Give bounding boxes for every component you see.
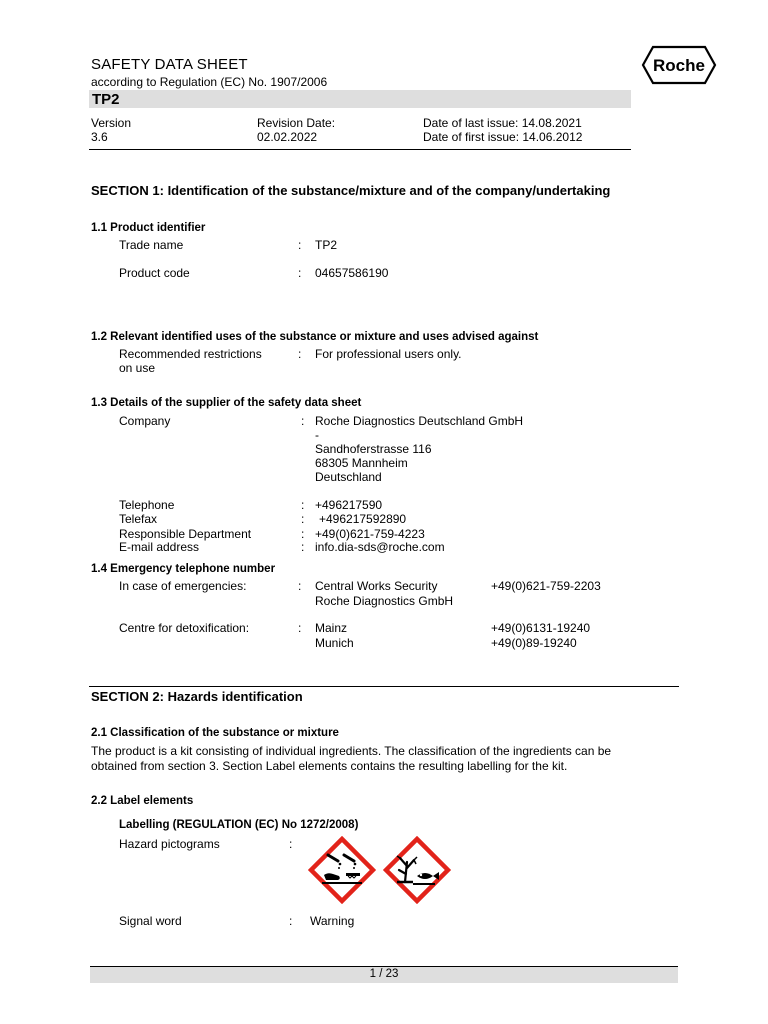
last-issue-date: Date of last issue: 14.08.2021 [423,116,582,130]
emergency-line-1: Central Works Security [315,579,438,593]
colon: : [298,579,302,593]
roche-logo-icon [641,44,717,86]
classification-paragraph-line2: obtained from section 3. Section Label elements contains the resulting labelling for the kit. [91,759,568,773]
colon: : [301,414,305,428]
detox-city-1: Mainz [315,621,348,635]
company-line-3: Sandhoferstrasse 116 [315,442,432,456]
colon: : [301,498,305,512]
environment-pictogram-icon [383,836,451,904]
telefax-label: Telefax [119,512,158,526]
signal-word-value: Warning [310,914,355,928]
colon: : [298,347,302,361]
product-code-label: Product code [119,266,190,280]
company-line-4: 68305 Mannheim [315,456,408,470]
document-title: SAFETY DATA SHEET [91,56,248,73]
responsible-department-value: +49(0)621-759-4223 [315,527,425,541]
regulation-subtitle: according to Regulation (EC) No. 1907/2006 [91,75,328,89]
colon: : [289,837,293,851]
emergency-phone: +49(0)621-759-2203 [491,579,601,593]
signal-word-label: Signal word [119,914,182,928]
section2-2-heading: 2.2 Label elements [91,795,194,807]
revision-date-value: 02.02.2022 [257,130,318,144]
product-name-bar [89,90,631,108]
version-value: 3.6 [91,130,108,144]
section1-4-heading: 1.4 Emergency telephone number [91,563,276,575]
restrictions-label-line1: Recommended restrictions [119,347,262,361]
hazard-pictograms-label: Hazard pictograms [119,837,220,851]
trade-name-value: TP2 [315,238,338,252]
product-code-value: 04657586190 [315,266,389,280]
version-label: Version [91,116,132,130]
section2-divider [89,686,679,687]
email-label: E-mail address [119,540,200,554]
restrictions-label-line2: on use [119,361,156,375]
section1-3-heading: 1.3 Details of the supplier of the safety data sheet [91,397,362,409]
section1-2-heading: 1.2 Relevant identified uses of the substance or mixture and uses advised against [91,331,539,343]
colon: : [298,621,302,635]
trade-name-label: Trade name [119,238,184,252]
section1-heading: SECTION 1: Identification of the substance/mixture and of the company/undertaking [91,183,611,198]
page-number: 1 / 23 [369,968,399,980]
company-line-2: - [315,428,319,442]
roche-logo-text: Roche [653,56,705,75]
colon: : [298,266,302,280]
restrictions-value: For professional users only. [315,347,462,361]
colon: : [289,914,293,928]
section1-1-heading: 1.1 Product identifier [91,222,206,234]
email-value[interactable]: info.dia-sds@roche.com [315,540,445,554]
telefax-value: +496217592890 [319,512,407,526]
company-line-1: Roche Diagnostics Deutschland GmbH [315,414,524,428]
emergency-label: In case of emergencies: [119,579,247,593]
detox-phone-1: +49(0)6131-19240 [491,621,591,635]
product-name: TP2 [92,91,120,108]
labelling-heading: Labelling (REGULATION (EC) No 1272/2008) [119,819,359,831]
company-line-5: Deutschland [315,470,382,484]
emergency-line-2: Roche Diagnostics GmbH [315,594,454,608]
colon: : [301,512,305,526]
responsible-department-label: Responsible Department [119,527,252,541]
telephone-label: Telephone [119,498,175,512]
header-divider [89,149,631,150]
company-label: Company [119,414,171,428]
telephone-value: +496217590 [315,498,383,512]
colon: : [298,238,302,252]
detox-label: Centre for detoxification: [119,621,250,635]
revision-date-label: Revision Date: [257,116,336,130]
colon: : [301,540,305,554]
corrosion-pictogram-icon [308,836,376,904]
detox-city-2: Munich [315,636,354,650]
detox-phone-2: +49(0)89-19240 [491,636,577,650]
classification-paragraph-line1: The product is a kit consisting of individual ingredients. The classification of the ingredients can be [91,744,612,758]
section2-1-heading: 2.1 Classification of the substance or mixture [91,727,339,739]
first-issue-date: Date of first issue: 14.06.2012 [423,130,583,144]
colon: : [301,527,305,541]
section2-heading: SECTION 2: Hazards identification [91,689,303,704]
